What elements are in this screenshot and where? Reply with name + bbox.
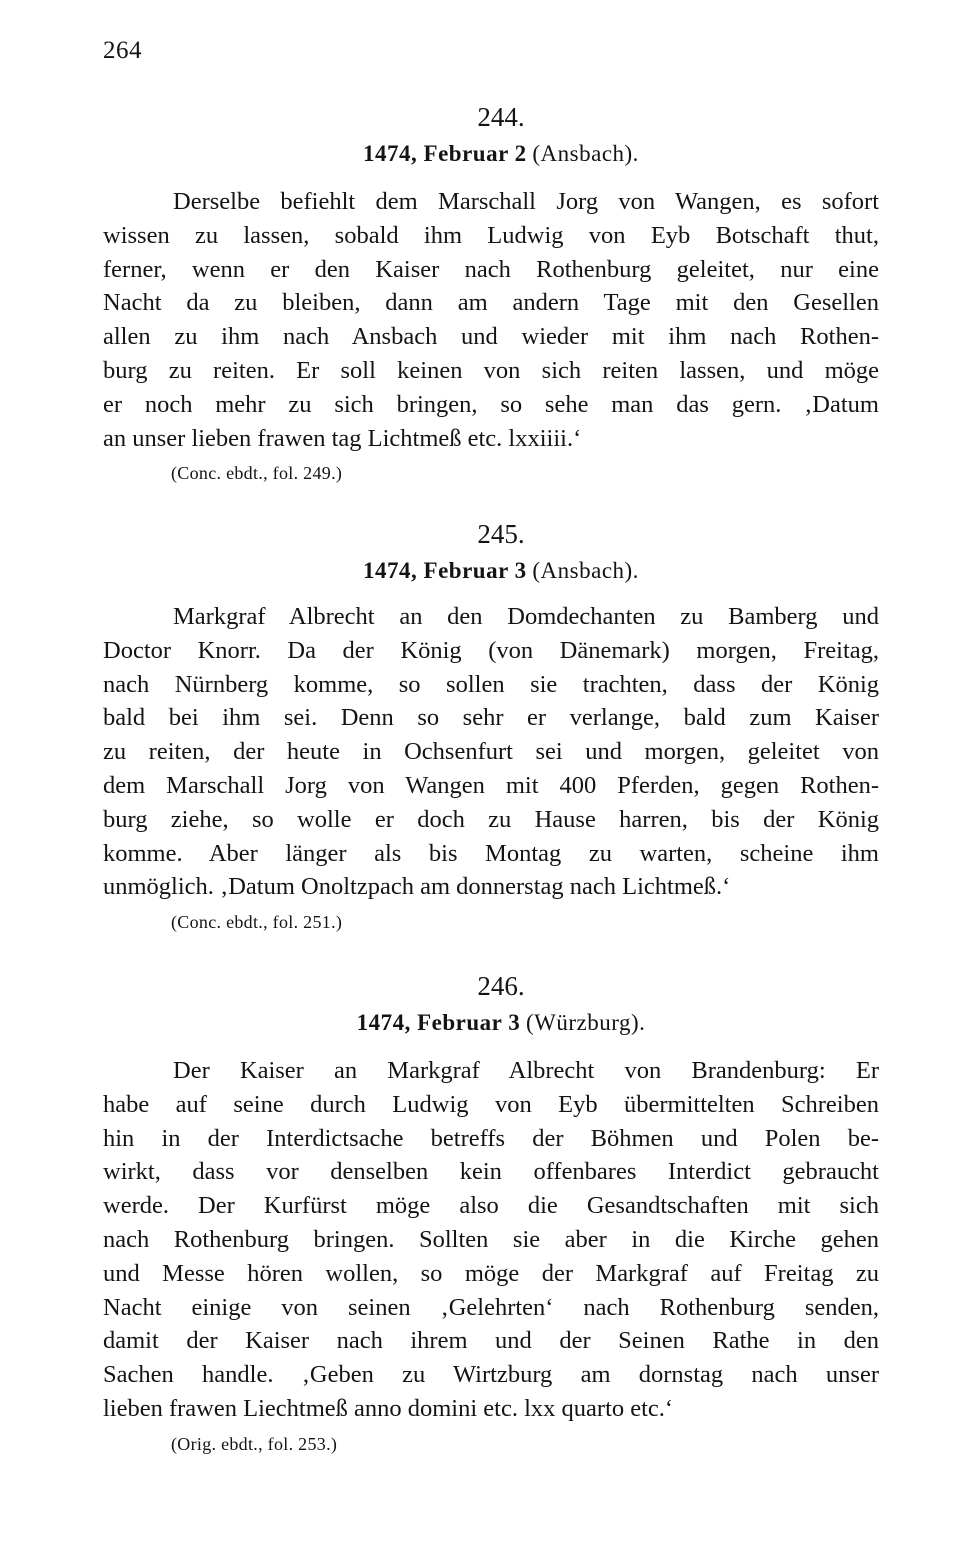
body-line: burg zu reiten. Er soll keinen von sich reiten lassen, und möge bbox=[103, 356, 879, 384]
body-line: zu reiten, der heute in Ochsenfurt sei und morgen, geleitet von bbox=[103, 738, 879, 766]
entry-date-line bbox=[103, 556, 879, 586]
source-note: (Conc. ebdt., fol. 249.) bbox=[171, 463, 343, 484]
page-number: 264 bbox=[103, 37, 142, 64]
body-line: unmöglich. ‚Datum Onoltzpach am donnerstag nach Lichtmeß.‘ bbox=[103, 873, 731, 901]
body-line: an unser lieben frawen tag Lichtmeß etc. lxxiiii.‘ bbox=[103, 424, 582, 452]
body-line: ferner, wenn er den Kaiser nach Rothenburg geleitet, nur eine bbox=[103, 255, 879, 283]
body-line: damit der Kaiser nach ihrem und der Seinen Rathe in den bbox=[103, 1327, 879, 1355]
entry-place: (Ansbach). bbox=[532, 141, 639, 166]
body-line: nach Nürnberg komme, so sollen sie trachten, dass der König bbox=[103, 670, 879, 698]
entry-body bbox=[103, 600, 879, 904]
body-line: Nacht da zu bleiben, dann am andern Tage mit den Gesellen bbox=[103, 289, 879, 317]
body-line: bald bei ihm sei. Denn so sehr er verlange, bald zum Kaiser bbox=[103, 704, 879, 732]
body-line: allen zu ihm nach Ansbach und wieder mit ihm nach Rothen- bbox=[103, 323, 879, 351]
body-line: komme. Aber länger als bis Montag zu warten, scheine ihm bbox=[103, 839, 879, 867]
body-line: nach Rothenburg bringen. Sollten sie aber in die Kirche gehen bbox=[103, 1225, 879, 1253]
body-line: wirkt, dass vor denselben kein offenbares Interdict gebraucht bbox=[103, 1158, 879, 1186]
source-note: (Conc. ebdt., fol. 251.) bbox=[171, 912, 343, 933]
entry-number: 245. bbox=[477, 519, 525, 549]
entry-date: 1474, Februar 3 bbox=[363, 558, 527, 583]
entry-number: 244. bbox=[477, 102, 525, 132]
entry-place: (Ansbach). bbox=[532, 558, 639, 583]
entry-date: 1474, Februar 3 bbox=[356, 1010, 521, 1035]
entry-body bbox=[103, 1054, 879, 1426]
body-line: Der Kaiser an Markgraf Albrecht von Brandenburg: Er bbox=[173, 1057, 879, 1084]
body-line: wissen zu lassen, sobald ihm Ludwig von Eyb Botschaft thut, bbox=[103, 221, 879, 249]
body-line: Sachen handle. ‚Geben zu Wirtzburg am dornstag nach unser bbox=[103, 1361, 879, 1389]
body-line: habe auf seine durch Ludwig von Eyb übermittelten Schreiben bbox=[103, 1090, 879, 1118]
body-line: hin in der Interdictsache betreffs der Böhmen und Polen be- bbox=[103, 1124, 879, 1152]
body-line: Nacht einige von seinen ‚Gelehrten‘ nach Rothenburg senden, bbox=[103, 1293, 879, 1321]
entry-244 bbox=[103, 101, 879, 485]
entry-date-line bbox=[103, 1008, 879, 1038]
body-line: lieben frawen Liechtmeß anno domini etc. lxx quarto etc.‘ bbox=[103, 1394, 674, 1422]
body-line: und Messe hören wollen, so möge der Markgraf auf Freitag zu bbox=[103, 1259, 879, 1287]
body-line: Derselbe befiehlt dem Marschall Jorg von Wangen, es sofort bbox=[173, 188, 879, 215]
body-line: er noch mehr zu sich bringen, so sehe man das gern. ‚Datum bbox=[103, 390, 879, 418]
body-line: werde. Der Kurfürst möge also die Gesandtschaften mit sich bbox=[103, 1192, 879, 1220]
body-line: Markgraf Albrecht an den Domdechanten zu Bamberg und bbox=[173, 603, 879, 630]
entry-245 bbox=[103, 518, 879, 934]
entry-date-line bbox=[103, 139, 879, 169]
entry-place: (Würzburg). bbox=[525, 1010, 646, 1035]
entry-246 bbox=[103, 970, 879, 1456]
source-note: (Orig. ebdt., fol. 253.) bbox=[171, 1433, 338, 1454]
body-line: Doctor Knorr. Da der König (von Dänemark) morgen, Freitag, bbox=[103, 636, 879, 664]
body-line: burg ziehe, so wolle er doch zu Hause harren, bis der König bbox=[103, 805, 879, 833]
entry-body bbox=[103, 185, 879, 455]
entry-date: 1474, Februar 2 bbox=[363, 141, 527, 166]
entry-number: 246. bbox=[477, 971, 525, 1001]
body-line: dem Marschall Jorg von Wangen mit 400 Pferden, gegen Rothen- bbox=[103, 771, 879, 799]
